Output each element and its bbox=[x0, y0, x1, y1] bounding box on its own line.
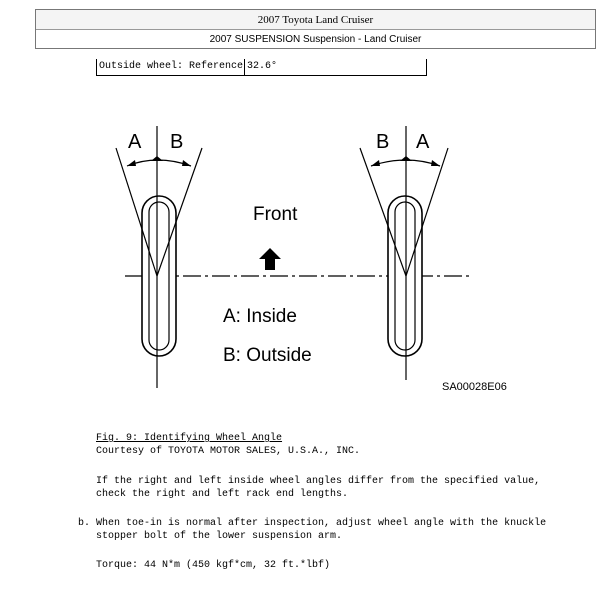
body-paragraph-line-2: check the right and left rack end lengths. bbox=[96, 489, 349, 500]
document-subtitle: 2007 SUSPENSION Suspension - Land Cruiser bbox=[209, 34, 422, 45]
step-b-line-2: stopper bolt of the lower suspension arm. bbox=[96, 531, 343, 542]
left-arc-arrow-b bbox=[182, 160, 191, 166]
document-title: 2007 Toyota Land Cruiser bbox=[36, 10, 595, 30]
spec-table bbox=[96, 59, 427, 76]
figure-courtesy: Courtesy of TOYOTA MOTOR SALES, U.S.A., INC. bbox=[96, 446, 361, 457]
right-arc-arrow-a bbox=[431, 160, 440, 166]
right-wheel bbox=[360, 126, 448, 380]
legend-inside: A: Inside bbox=[223, 306, 297, 327]
left-label-a: A bbox=[128, 131, 142, 153]
legend-outside: B: Outside bbox=[223, 345, 312, 366]
right-arc-center-arrow bbox=[400, 156, 412, 161]
left-wheel bbox=[116, 126, 202, 388]
right-arc-arrow-b bbox=[371, 160, 380, 166]
spec-value: 32.6° bbox=[244, 59, 277, 75]
wheel-angle-figure bbox=[90, 118, 530, 398]
figure-code: SA00028E06 bbox=[442, 381, 507, 393]
front-arrow-icon bbox=[259, 248, 281, 270]
body-paragraph-line-1: If the right and left inside wheel angles differ from the specified value, bbox=[96, 476, 541, 487]
torque-spec: Torque: 44 N*m (450 kgf*cm, 32 ft.*lbf) bbox=[96, 560, 331, 571]
left-arc-arrow-a bbox=[127, 160, 136, 166]
step-b-line-1: When toe-in is normal after inspection, adjust wheel angle with the knuckle bbox=[96, 518, 547, 529]
left-label-b: B bbox=[170, 131, 184, 153]
step-b-marker: b. bbox=[78, 518, 91, 529]
left-wheel-outer bbox=[142, 196, 176, 356]
spec-label: Outside wheel: Reference bbox=[99, 61, 244, 72]
right-label-a: A bbox=[416, 131, 430, 153]
right-label-b: B bbox=[376, 131, 390, 153]
front-label: Front bbox=[253, 204, 298, 225]
right-wheel-outer bbox=[388, 196, 422, 356]
document-header bbox=[35, 9, 596, 49]
figure-caption: Fig. 9: Identifying Wheel Angle bbox=[96, 433, 283, 444]
left-arc-center-arrow bbox=[151, 156, 163, 161]
